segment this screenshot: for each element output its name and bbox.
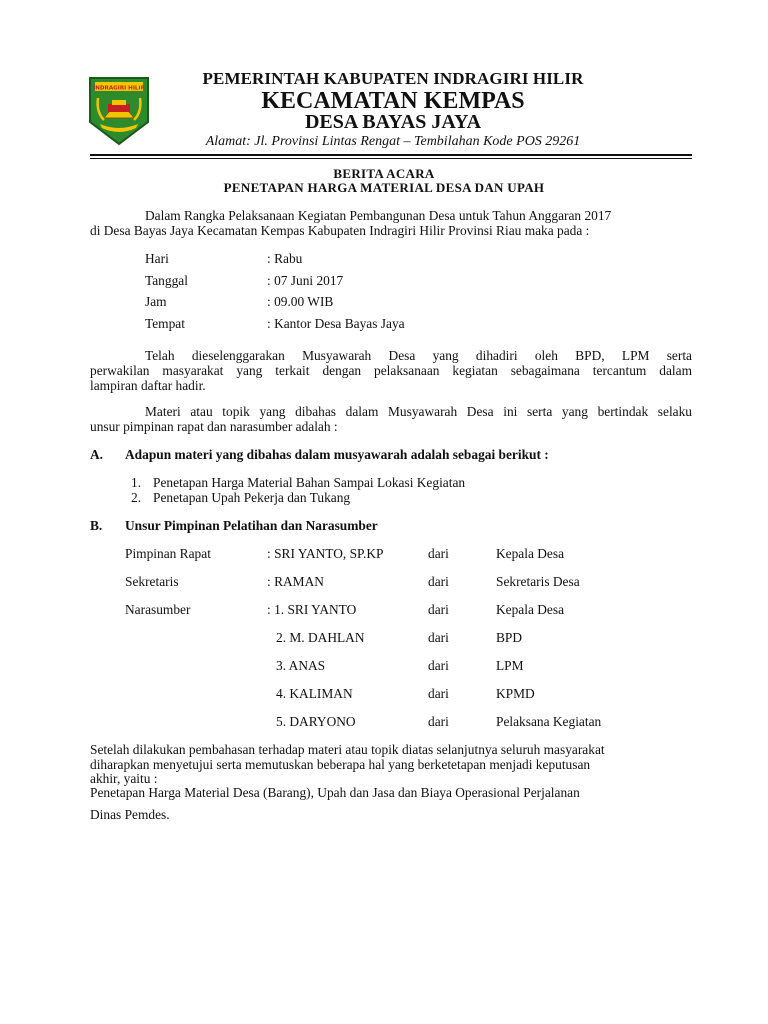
- committee-role: Narasumber: [125, 602, 191, 617]
- section-a-item-num: 1.: [131, 475, 142, 490]
- detail-value-place: : Kantor Desa Bayas Jaya: [267, 316, 405, 331]
- committee-name: : 1. SRI YANTO: [267, 602, 357, 617]
- committee-org: KPMD: [496, 686, 535, 701]
- letterhead-district: KECAMATAN KEMPAS: [261, 88, 525, 114]
- committee-from: dari: [428, 686, 449, 701]
- closing-line-4: Penetapan Harga Material Desa (Barang), Upah dan Jasa dan Biaya Operasional Perjalanan: [90, 785, 580, 800]
- committee-from: dari: [428, 602, 449, 617]
- section-a-item-text: Penetapan Harga Material Bahan Sampai Lokasi Kegiatan: [153, 475, 466, 490]
- para3-line-1: Materi atau topik yang dibahas dalam Musyawarah Desa ini serta yang bertindak selaku: [145, 404, 692, 419]
- committee-org: Sekretaris Desa: [496, 574, 580, 589]
- committee-org: Kepala Desa: [496, 546, 565, 561]
- committee-role: Sekretaris: [125, 574, 179, 589]
- letterhead-address: Alamat: Jl. Provinsi Lintas Rengat – Tembilahan Kode POS 29261: [205, 134, 581, 149]
- detail-label-place: Tempat: [145, 316, 185, 331]
- section-b-heading: Unsur Pimpinan Pelatihan dan Narasumber: [125, 518, 378, 533]
- detail-value-date: : 07 Juni 2017: [267, 273, 344, 288]
- section-a-letter: A.: [90, 447, 104, 462]
- para2-line-2: perwakilan masyarakat yang terkait dengan pelaksanaan kegiatan sebagaimana tercantum dalam: [90, 363, 692, 378]
- committee-name: 3. ANAS: [276, 658, 326, 673]
- committee-org: Pelaksana Kegiatan: [496, 714, 602, 729]
- letterhead-government: PEMERINTAH KABUPATEN INDRAGIRI HILIR: [202, 69, 584, 88]
- detail-label-date: Tanggal: [145, 273, 188, 288]
- intro-line-2: di Desa Bayas Jaya Kecamatan Kempas Kabupaten Indragiri Hilir Provinsi Riau maka pada :: [90, 223, 590, 238]
- logo-banner-text: INDRAGIRI HILIR: [93, 85, 145, 92]
- committee-from: dari: [428, 574, 449, 589]
- para2-line-1: Telah dieselenggarakan Musyawarah Desa yang dihadiri oleh BPD, LPM serta: [145, 348, 692, 363]
- intro-line-1: Dalam Rangka Pelaksanaan Kegiatan Pembangunan Desa untuk Tahun Anggaran 2017: [145, 208, 612, 223]
- committee-role: Pimpinan Rapat: [125, 546, 211, 561]
- committee-name: : SRI YANTO, SP.KP: [267, 546, 384, 561]
- detail-value-time: : 09.00 WIB: [267, 294, 334, 309]
- committee-name: 4. KALIMAN: [276, 686, 353, 701]
- closing-line-3: akhir, yaitu :: [90, 771, 158, 786]
- committee-org: LPM: [496, 658, 524, 673]
- para3-line-2: unsur pimpinan rapat dan narasumber adalah :: [90, 419, 338, 434]
- committee-name: : RAMAN: [267, 574, 324, 589]
- committee-org: Kepala Desa: [496, 602, 565, 617]
- detail-value-day: : Rabu: [267, 251, 303, 266]
- section-a-item-num: 2.: [131, 490, 142, 505]
- committee-from: dari: [428, 630, 449, 645]
- detail-label-day: Hari: [145, 251, 169, 266]
- detail-label-time: Jam: [145, 294, 167, 309]
- committee-org: BPD: [496, 630, 523, 645]
- committee-name: 2. M. DAHLAN: [276, 630, 365, 645]
- letterhead-rule-thick: [90, 154, 692, 156]
- letterhead-village: DESA BAYAS JAYA: [304, 111, 482, 133]
- closing-line-5: Dinas Pemdes.: [90, 807, 170, 822]
- committee-name: 5. DARYONO: [276, 714, 356, 729]
- document-title: BERITA ACARA: [333, 166, 435, 181]
- closing-line-2: diharapkan menyetujui serta memutuskan beberapa hal yang berketetapan menjadi keputusan: [90, 757, 591, 772]
- section-b-letter: B.: [90, 518, 103, 533]
- committee-from: dari: [428, 546, 449, 561]
- para2-line-3: lampiran daftar hadir.: [90, 378, 206, 393]
- committee-from: dari: [428, 714, 449, 729]
- section-a-item-text: Penetapan Upah Pekerja dan Tukang: [153, 490, 351, 505]
- section-a-heading: Adapun materi yang dibahas dalam musyawarah adalah sebagai berikut :: [125, 447, 549, 462]
- document-subtitle: PENETAPAN HARGA MATERIAL DESA DAN UPAH: [223, 180, 545, 195]
- committee-from: dari: [428, 658, 449, 673]
- closing-line-1: Setelah dilakukan pembahasan terhadap materi atau topik diatas selanjutnya seluruh masyarakat: [90, 742, 605, 757]
- letterhead-rule-thin: [90, 158, 692, 159]
